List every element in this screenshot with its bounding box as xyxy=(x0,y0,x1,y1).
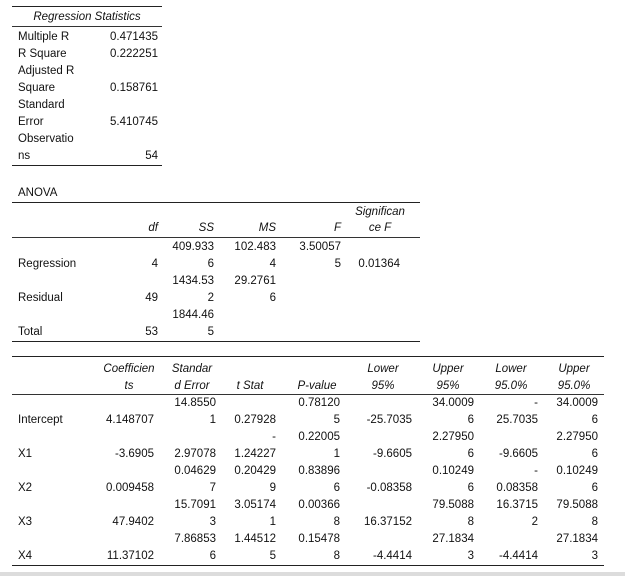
coef-x2-upper950: 0.10249 xyxy=(556,465,598,477)
coef-header-rule xyxy=(12,394,604,395)
coef-x4-label: X4 xyxy=(18,550,33,562)
coef-x3-coef: 47.9402 xyxy=(112,516,154,528)
coef-x1-upper95: 2.27950 xyxy=(432,431,474,443)
anova-bottom-rule xyxy=(12,341,420,342)
regstats-value-standard-error: 5.410745 xyxy=(110,116,158,128)
coef-x1-se-2: 2.97078 xyxy=(174,448,216,460)
coef-x4-coef: 11.37102 xyxy=(106,550,154,562)
coef-header-p: P-value xyxy=(297,380,337,392)
coef-intercept-upper950: 34.0009 xyxy=(556,397,598,409)
coef-intercept-upper95: 34.0009 xyxy=(432,397,474,409)
coef-bottom-rule xyxy=(12,565,604,566)
coef-x4-lower950-2: -4.4414 xyxy=(498,550,538,562)
regstats-label-standard-error-2: Error xyxy=(18,116,44,128)
coef-header-lower950: Lower xyxy=(495,363,527,375)
coef-x2-lower950: - xyxy=(534,465,538,477)
anova-total-df: 53 xyxy=(145,326,158,338)
anova-top-rule xyxy=(12,202,420,203)
coef-x1-upper95-2: 6 xyxy=(467,448,474,460)
coef-intercept-lower950: - xyxy=(534,397,538,409)
coef-intercept-se-2: 1 xyxy=(209,414,216,426)
coef-intercept-p: 0.78120 xyxy=(298,397,340,409)
coef-header-upper95-2: 95% xyxy=(436,380,460,392)
coef-x1-p: 0.22005 xyxy=(298,431,340,443)
anova-residual-ss-2: 2 xyxy=(207,292,214,304)
coef-top-rule xyxy=(12,356,604,357)
coef-x4-upper95-2: 3 xyxy=(467,550,474,562)
coef-x4-upper95: 27.1834 xyxy=(432,533,474,545)
coef-x3-label: X3 xyxy=(18,516,33,528)
coef-x4-se: 7.86853 xyxy=(174,533,216,545)
bottom-scroll-strip xyxy=(0,572,625,576)
anova-header-f: F xyxy=(333,222,341,234)
anova-regression-label: Regression xyxy=(18,258,77,270)
coef-intercept-upper95-2: 6 xyxy=(467,414,474,426)
regstats-value-observations: 54 xyxy=(145,150,158,162)
anova-residual-df: 49 xyxy=(145,292,158,304)
anova-total-label: Total xyxy=(18,326,43,338)
coef-x2-p-2: 6 xyxy=(333,482,340,494)
coef-x3-p-2: 8 xyxy=(333,516,340,528)
coef-intercept-label: Intercept xyxy=(18,414,63,426)
regstats-label-r-square: R Square xyxy=(18,48,67,60)
anova-total-ss-2: 5 xyxy=(207,326,214,338)
coef-intercept-p-2: 5 xyxy=(333,414,340,426)
anova-regression-f-2: 5 xyxy=(334,258,341,270)
regstats-value-adjusted-r: 0.158761 xyxy=(110,82,158,94)
coef-x2-upper95-2: 6 xyxy=(467,482,474,494)
coef-header-lower95: Lower xyxy=(367,363,399,375)
coef-intercept-upper950-2: 6 xyxy=(591,414,598,426)
coef-intercept-se: 14.8550 xyxy=(174,397,216,409)
coef-x4-p: 0.15478 xyxy=(298,533,340,545)
coef-x4-lower95: -4.4414 xyxy=(372,550,412,562)
coef-x3-upper95-2: 8 xyxy=(467,516,474,528)
anova-regression-ss: 409.933 xyxy=(172,241,214,253)
anova-header-ss: SS xyxy=(198,222,214,234)
regstats-top-rule xyxy=(12,6,162,7)
coef-header-coef-2: ts xyxy=(124,380,134,392)
anova-regression-sig: 0.01364 xyxy=(358,258,400,270)
anova-residual-ss: 1434.53 xyxy=(172,275,214,287)
coef-x1-p-2: 1 xyxy=(333,448,340,460)
coef-x2-upper95: 0.10249 xyxy=(432,465,474,477)
coef-x1-lower95: -9.6605 xyxy=(372,448,412,460)
coef-x1-coef: -3.6905 xyxy=(114,448,154,460)
coef-x2-label: X2 xyxy=(18,482,33,494)
regstats-label-adjusted-r-2: Square xyxy=(18,82,56,94)
coef-x4-se-2: 6 xyxy=(209,550,216,562)
coef-header-upper950-2: 95.0% xyxy=(557,380,591,392)
coef-intercept-t-2: 0.27928 xyxy=(234,414,276,426)
anova-regression-ms-2: 4 xyxy=(269,258,276,270)
coef-header-se-2: d Error xyxy=(174,380,210,392)
anova-residual-ms: 29.2761 xyxy=(234,275,276,287)
coef-x3-lower95: 16.37152 xyxy=(364,516,412,528)
coef-x3-se: 15.7091 xyxy=(174,499,216,511)
anova-regression-ms: 102.483 xyxy=(234,241,276,253)
coef-x4-upper950: 27.1834 xyxy=(556,533,598,545)
anova-residual-ms-2: 6 xyxy=(269,292,276,304)
anova-header-sig-2: ce F xyxy=(368,222,392,234)
anova-regression-df: 4 xyxy=(151,258,158,270)
anova-title: ANOVA xyxy=(18,187,58,199)
regstats-value-multiple-r: 0.471435 xyxy=(110,31,158,43)
anova-total-ss: 1844.46 xyxy=(172,309,214,321)
coef-header-upper950: Upper xyxy=(558,363,590,375)
anova-header-df: df xyxy=(148,222,158,234)
coef-x1-label: X1 xyxy=(18,448,33,460)
regstats-title: Regression Statistics xyxy=(33,11,141,23)
coef-intercept-lower95: -25.7035 xyxy=(366,414,412,426)
coef-x2-lower95: -0.08358 xyxy=(366,482,412,494)
coef-x2-p: 0.83896 xyxy=(298,465,340,477)
anova-header-sig: Significan xyxy=(355,206,405,218)
coef-x1-t: - xyxy=(272,431,276,443)
coef-x3-t-2: 1 xyxy=(269,516,276,528)
anova-header-ms: MS xyxy=(258,222,276,234)
coef-x3-upper950: 79.5088 xyxy=(556,499,598,511)
coef-x2-upper950-2: 6 xyxy=(591,482,598,494)
regstats-label-multiple-r: Multiple R xyxy=(18,31,70,43)
coef-x3-lower950: 16.3715 xyxy=(496,499,538,511)
regstats-label-observations-2: ns xyxy=(18,150,31,162)
coef-x2-se: 0.04629 xyxy=(174,465,216,477)
coef-x4-p-2: 8 xyxy=(333,550,340,562)
coef-x2-t-2: 9 xyxy=(269,482,276,494)
coef-x2-se-2: 7 xyxy=(209,482,216,494)
anova-residual-label: Residual xyxy=(18,292,63,304)
coef-x3-se-2: 3 xyxy=(209,516,216,528)
coef-x3-lower950-2: 2 xyxy=(531,516,538,528)
coef-x3-p: 0.00366 xyxy=(298,499,340,511)
coef-x2-lower950-2: 0.08358 xyxy=(496,482,538,494)
coef-x2-coef: 0.009458 xyxy=(106,482,154,494)
coef-x3-upper95: 79.5088 xyxy=(432,499,474,511)
regstats-title-rule xyxy=(12,26,162,27)
coef-intercept-coef: 4.148707 xyxy=(106,414,154,426)
coef-x2-t: 0.20429 xyxy=(234,465,276,477)
coef-header-coef: Coefficien xyxy=(103,363,155,375)
coef-x1-upper950-2: 6 xyxy=(591,448,598,460)
regstats-label-adjusted-r: Adjusted R xyxy=(18,65,75,77)
regstats-bottom-rule xyxy=(12,165,162,166)
coef-intercept-lower950-2: 25.7035 xyxy=(496,414,538,426)
coef-x1-t-2: 1.24227 xyxy=(234,448,276,460)
coef-header-lower950-2: 95.0% xyxy=(494,380,528,392)
coef-x3-t: 3.05174 xyxy=(234,499,276,511)
coef-x1-lower950-2: -9.6605 xyxy=(498,448,538,460)
regstats-label-observations: Observatio xyxy=(18,133,74,145)
coef-header-t: t Stat xyxy=(236,380,264,392)
anova-header-rule xyxy=(12,237,420,238)
regstats-label-standard-error: Standard xyxy=(18,99,65,111)
anova-regression-ss-2: 6 xyxy=(207,258,214,270)
coef-header-se: Standar xyxy=(171,363,213,375)
coef-x4-t-2: 5 xyxy=(269,550,276,562)
coef-x4-upper950-2: 3 xyxy=(591,550,598,562)
coef-x1-upper950: 2.27950 xyxy=(556,431,598,443)
regstats-value-r-square: 0.222251 xyxy=(110,48,158,60)
coef-x4-t: 1.44512 xyxy=(234,533,276,545)
coef-header-lower95-2: 95% xyxy=(371,380,395,392)
coef-header-upper95: Upper xyxy=(432,363,464,375)
anova-regression-f: 3.50057 xyxy=(299,241,341,253)
coef-x3-upper950-2: 8 xyxy=(591,516,598,528)
